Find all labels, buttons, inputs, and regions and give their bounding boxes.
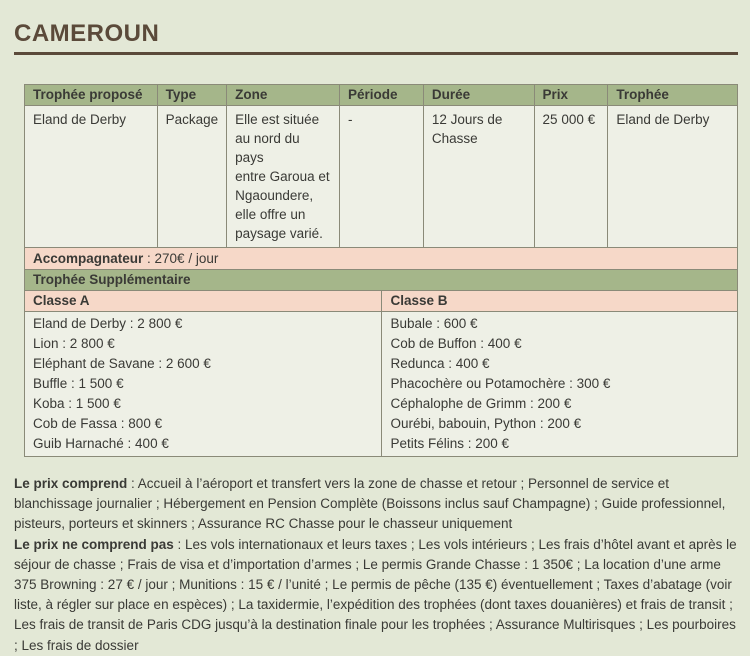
price-notes [14, 474, 740, 656]
zone-line: Ngaoundere, [235, 188, 314, 203]
list-item: Bubale : 600 € [390, 316, 478, 331]
cell-trophee-propose: Eland de Derby [25, 106, 158, 248]
class-b-list [382, 312, 738, 457]
accompagnateur-row [25, 248, 738, 271]
price-includes-label: Le prix comprend [14, 476, 128, 491]
price-excludes-text: : Les vols internationaux et leurs taxes ; Les vols intérieurs ; Les frais d’hôtel avant et après le séjour de chasse ; Frais de visa et d’importation d’armes ; Le permis Grande Chasse : 1 350€ ; La location d’une arme 375 Browning : 27 € / jour ; Munitions : 15 € / l’unité ; Le permis de pêche (135 €) éventuellement ; Taxes d’abatage (voir liste, à régler sur place en espèces) ; La taxidermie, l’expédition des trophées (dont taxes douanières) et frais de transit ; Les frais de transit de Paris CDG jusqu’à la destination finale pour les trophées ; Assurance Multirisques ; Les pourboires ; Les frais de dossier [14, 536, 737, 653]
zone-line: entre Garoua et [235, 169, 330, 184]
cell-trophee: Eland de Derby [608, 106, 738, 248]
class-a-list [25, 312, 382, 457]
supplement-table [24, 269, 738, 457]
list-item: Redunca : 400 € [390, 356, 490, 371]
zone-line: elle offre un [235, 207, 306, 222]
list-item: Eléphant de Savane : 2 600 € [33, 356, 211, 371]
price-includes-text: : Accueil à l’aéroport et transfert vers la zone de chasse et retour ; Personnel de service et blanchissage journalier ; Hébergement en Pension Complète (Boissons inclus sauf Champagne) ; Guide professionnel, pisteurs, porteurs et skinners ; Assurance RC Chasse pour le chasseur uniquement [14, 476, 726, 532]
cell-duree [423, 106, 534, 248]
accompagnateur-label: Accompagnateur [33, 251, 144, 266]
list-item: Ourébi, babouin, Python : 200 € [390, 416, 582, 431]
header-zone: Zone [227, 85, 340, 106]
cell-prix: 25 000 € [534, 106, 608, 248]
class-b-header: Classe B [382, 291, 738, 312]
header-trophee-propose: Trophée proposé [25, 85, 158, 106]
cell-type: Package [157, 106, 227, 248]
header-duree: Durée [423, 85, 534, 106]
list-item: Lion : 2 800 € [33, 336, 115, 351]
header-prix: Prix [534, 85, 608, 106]
offer-header-row [25, 85, 738, 106]
page-title: CAMEROUN [14, 20, 160, 47]
price-excludes [14, 535, 740, 656]
list-item: Guib Harnaché : 400 € [33, 436, 169, 451]
list-item: Petits Félins : 200 € [390, 436, 510, 451]
list-item: Céphalophe de Grimm : 200 € [390, 396, 572, 411]
zone-line: paysage varié. [235, 226, 323, 241]
cell-zone [227, 106, 340, 248]
header-periode: Période [340, 85, 424, 106]
title-divider [14, 52, 738, 55]
header-trophee: Trophée [608, 85, 738, 106]
price-includes [14, 474, 740, 535]
duree-line: Chasse [431, 131, 478, 146]
supplement-header: Trophée Supplémentaire [25, 270, 738, 291]
zone-line: au nord du pays [235, 131, 300, 165]
offer-row [25, 106, 738, 248]
header-type: Type [157, 85, 227, 106]
cell-periode: - [340, 106, 424, 248]
list-item: Phacochère ou Potamochère : 300 € [390, 376, 611, 391]
list-item: Buffle : 1 500 € [33, 376, 124, 391]
list-item: Cob de Fassa : 800 € [33, 416, 163, 431]
list-item: Eland de Derby : 2 800 € [33, 316, 183, 331]
list-item: Koba : 1 500 € [33, 396, 121, 411]
list-item: Cob de Buffon : 400 € [390, 336, 522, 351]
zone-line: Elle est située [235, 112, 320, 127]
duree-line: 12 Jours de [431, 112, 503, 127]
accompagnateur-cell [25, 248, 738, 271]
price-excludes-label: Le prix ne comprend pas [14, 536, 174, 552]
offer-table [24, 84, 738, 271]
accompagnateur-value: : 270€ / jour [143, 251, 219, 266]
class-a-header: Classe A [25, 291, 382, 312]
